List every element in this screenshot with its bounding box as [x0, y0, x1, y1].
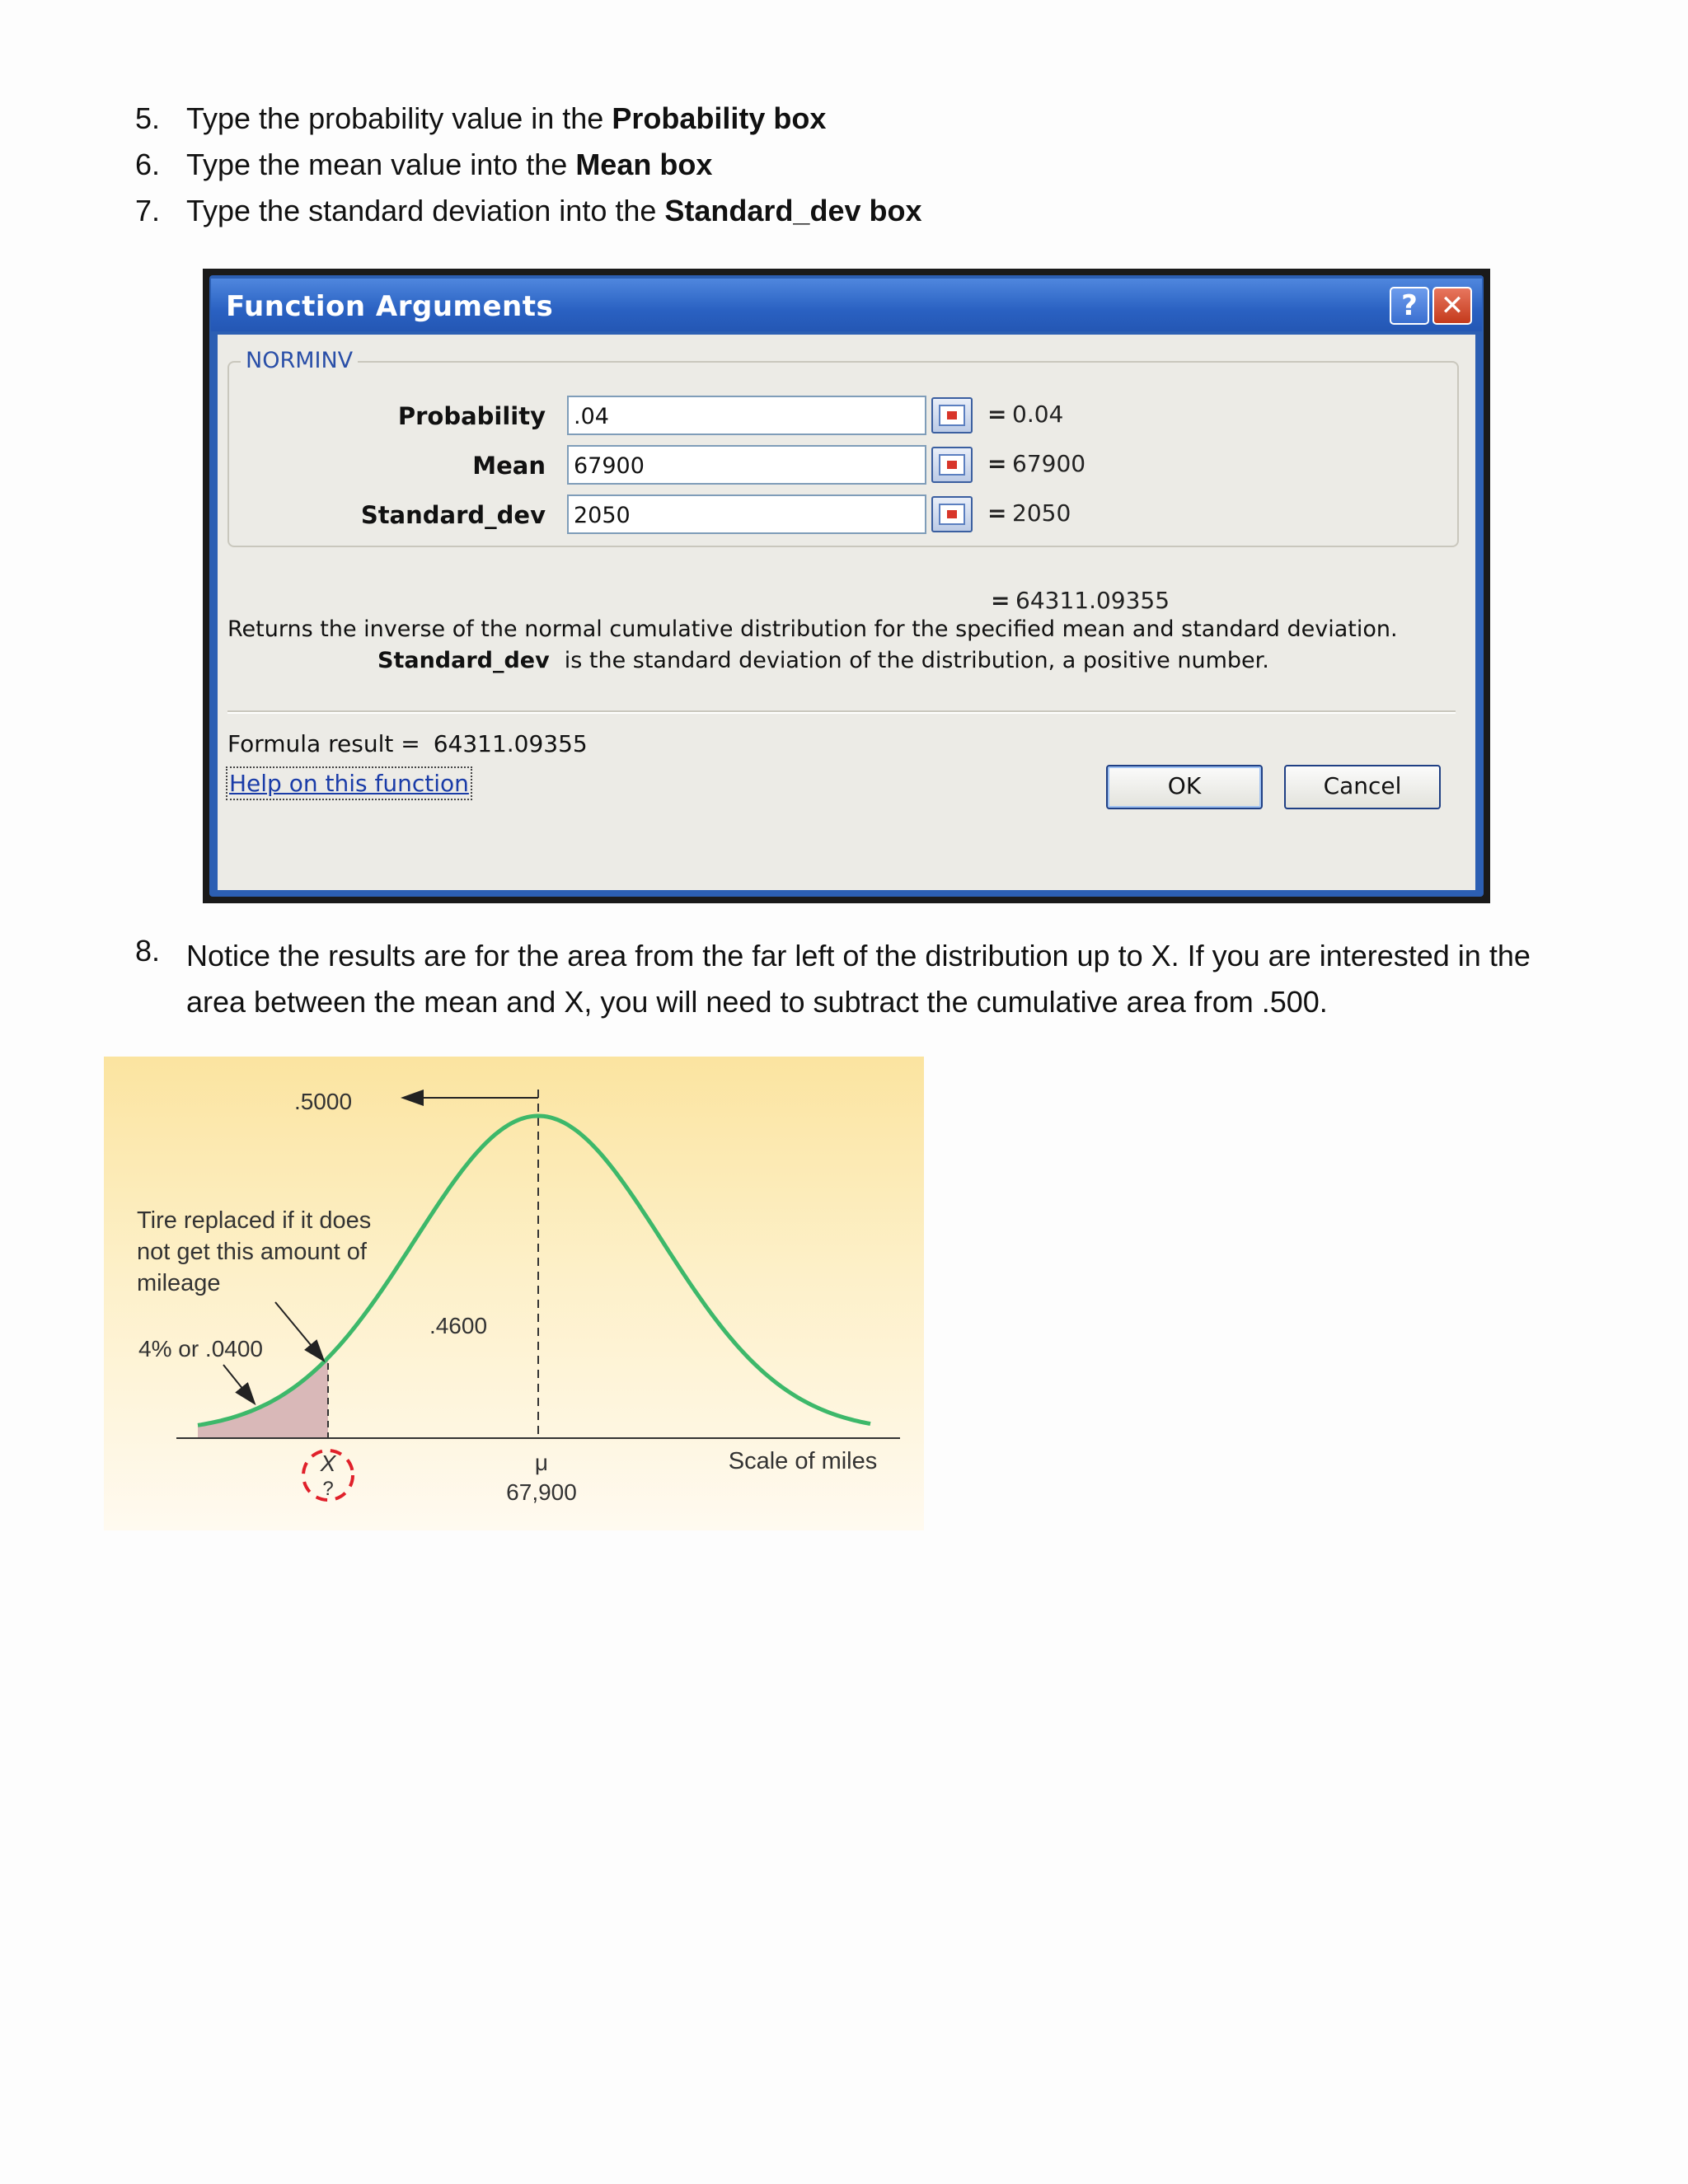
arg-row-mean [229, 445, 1457, 488]
collapse-dialog-icon[interactable] [931, 397, 973, 434]
tail-arrow [223, 1365, 254, 1403]
note-line-2: not get this amount of [137, 1239, 367, 1265]
mu-label: μ [534, 1450, 549, 1475]
note-line-1: Tire replaced if it does [137, 1207, 372, 1234]
collapse-dialog-icon[interactable] [931, 496, 973, 532]
mean-label: Mean [472, 452, 546, 480]
arg-row-standard-dev [229, 494, 1457, 537]
close-button[interactable]: ✕ [1432, 287, 1472, 325]
formula-result: Formula result = 64311.09355 [227, 730, 588, 757]
dialog-client-area [218, 335, 1475, 890]
left-tail-area [198, 1358, 328, 1439]
mean-result: = 67900 [987, 450, 1086, 477]
help-on-this-function-link[interactable]: Help on this function [226, 766, 472, 800]
middle-area-label: .4600 [429, 1313, 488, 1338]
step-text: Type the probability value in the Probability box [186, 101, 827, 135]
half-area-label: .5000 [293, 1089, 353, 1114]
step-number: 6. [135, 148, 161, 181]
probability-result: = 0.04 [987, 401, 1064, 428]
step-bold-term: Standard_dev box [664, 194, 922, 227]
collapse-dialog-icon[interactable] [931, 447, 973, 483]
function-name: NORMINV [241, 348, 358, 373]
step-number: 5. [135, 101, 161, 135]
ok-button[interactable]: OK [1106, 765, 1263, 809]
step-bold-term: Probability box [612, 101, 827, 135]
function-result-preview: = 64311.09355 [991, 587, 1170, 614]
argument-description: Standard_dev is the standard deviation of the distribution, a positive number. [377, 648, 1269, 673]
cancel-button[interactable]: Cancel [1284, 765, 1441, 809]
normal-distribution-figure [104, 1057, 924, 1530]
bell-curve [198, 1116, 870, 1425]
step-text: Notice the results are for the area from the far left of the distribution up to X. If you are interested in the area between the mean and X, you will need to subtract the cumulative area from .500. [186, 939, 1531, 1019]
probability-label: Probability [397, 402, 546, 430]
probability-input[interactable]: .04 [567, 396, 926, 435]
step-number: 7. [135, 194, 161, 227]
help-button[interactable]: ? [1390, 287, 1429, 325]
step-bold-term: Mean box [575, 148, 713, 181]
arg-row-probability [229, 396, 1457, 438]
divider [227, 710, 1456, 714]
x-question: ? [322, 1478, 334, 1500]
note-arrow [275, 1302, 323, 1360]
arguments-group [227, 348, 1459, 547]
standard-dev-label: Standard_dev [360, 501, 546, 529]
tail-area-label: 4% or .0400 [138, 1336, 263, 1361]
dialog-titlebar[interactable] [211, 279, 1482, 331]
mean-value-label: 67,900 [506, 1479, 577, 1505]
distribution-svg [104, 1057, 924, 1530]
dialog-title: Function Arguments [226, 290, 554, 323]
standard-dev-input[interactable]: 2050 [567, 494, 926, 534]
step-text: Type the mean value into the Mean box [186, 148, 713, 181]
x-label: X [320, 1451, 336, 1476]
function-arguments-dialog [203, 269, 1490, 903]
step-text: Type the standard deviation into the Standard_dev box [186, 194, 922, 227]
function-description: Returns the inverse of the normal cumulative distribution for the specified mean and standard deviation. [227, 616, 1398, 642]
standard-dev-result: = 2050 [987, 499, 1071, 527]
mean-input[interactable]: 67900 [567, 445, 926, 485]
step-number: 8. [135, 934, 161, 968]
note-line-3: mileage [137, 1270, 221, 1296]
scale-label: Scale of miles [728, 1448, 878, 1474]
